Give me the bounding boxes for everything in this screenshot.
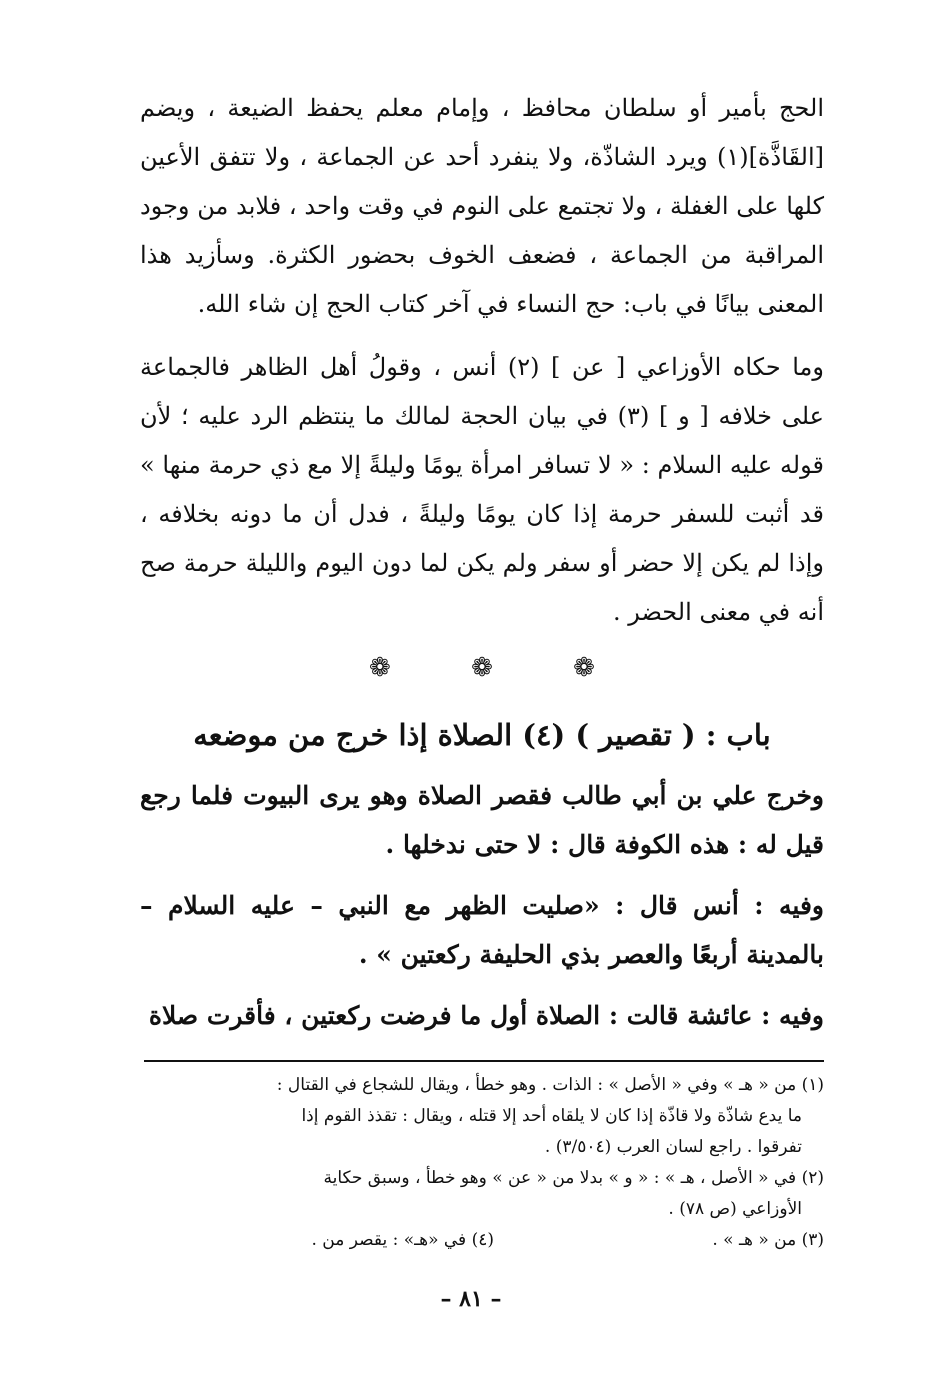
footnote-4: (٤) في «هـ» : يقصر من .	[311, 1230, 494, 1250]
footnote-1-line-3: تفرقوا . راجع لسان العرب (٣/٥٠٤) .	[544, 1137, 802, 1157]
section-separator	[140, 653, 824, 693]
page-number: – ٨١ –	[440, 1286, 502, 1312]
footnote-3: (٣) من « هـ » .	[712, 1230, 824, 1250]
footnotes	[140, 1070, 824, 1256]
body-paragraph-1: الحج بأمير أو سلطان محافظ ، وإمام معلم يحفظ الضيعة ، ويضم [القَاذَّة](١) ويرد الشاذّة، ولا ينفرد أحد عن الجماعة ، ولا تتفق الأعين كلها على الغفلة ، ولا تجتمع على النوم في وقت واحد ، فلابد من وجود المراقبة من الجماعة ، فضعف الخوف بحضور الكثرة. وسأزيد هذا المعنى بيانًا في باب: حج النساء في آخر كتاب الحج إن شاء الله.	[140, 94, 824, 318]
footnote-1	[140, 1070, 824, 1163]
footnote-divider	[144, 1060, 824, 1062]
footnote-row-3-4	[140, 1225, 824, 1256]
footnote-2	[140, 1163, 824, 1225]
hadith-paragraph-1: وخرج علي بن أبي طالب فقصر الصلاة وهو يرى البيوت فلما رجع قيل له : هذه الكوفة قال : لا حتى ندخلها .	[140, 781, 824, 859]
hadith-paragraph-2: وفيه : أنس قال : «صليت الظهر مع النبي – عليه السلام – بالمدينة أربعًا والعصر بذي الحليفة ركعتين » .	[140, 891, 824, 969]
footnote-1-line-1: (١) من « هـ » وفي « الأصل » : الذات . وهو خطأ ، ويقال للشجاع في القتال :	[276, 1075, 824, 1095]
separator-star-1: ❁	[369, 653, 391, 683]
body-paragraph-2: وما حكاه الأوزاعي [ عن ] (٢) أنس ، وقولُ أهل الظاهر فالجماعة على خلافه [ و ] (٣) في بيان الحجة لمالك ما ينتظم الرد عليه ؛ لأن قوله عليه السلام : « لا تسافر امرأة يومًا وليلةً إلا مع ذي حرمة منها » قد أثبت للسفر حرمة إذا كان يومًا وليلةً ، فدل أن ما دونه بخلافه ، وإذا لم يكن إلا حضر أو سفر ولم يكن لما دون اليوم والليلة حرمة صح أنه في معنى الحضر .	[140, 353, 825, 626]
chapter-title: باب : ( تقصير ) (٤) الصلاة إذا خرج من موضعه	[193, 718, 771, 752]
footnote-2-line-2: الأوزاعي (ص ٧٨) .	[668, 1199, 802, 1219]
footnote-1-line-2: ما يدع شاذّة ولا قاذّة إذا كان لا يلقاه أحد إلا قتله ، ويقال : تقذذ القوم إذا	[301, 1106, 802, 1126]
separator-star-2: ❁	[471, 653, 493, 683]
hadith-paragraph-3: وفيه : عائشة قالت : الصلاة أول ما فرضت ركعتين ، فأقرت صلاة	[148, 1001, 824, 1030]
separator-star-3: ❁	[573, 653, 595, 683]
footnote-2-line-1: (٢) في « الأصل ، هـ » : « و » بدلا من « عن » وهو خطأ ، وسبق حكاية	[323, 1168, 824, 1188]
